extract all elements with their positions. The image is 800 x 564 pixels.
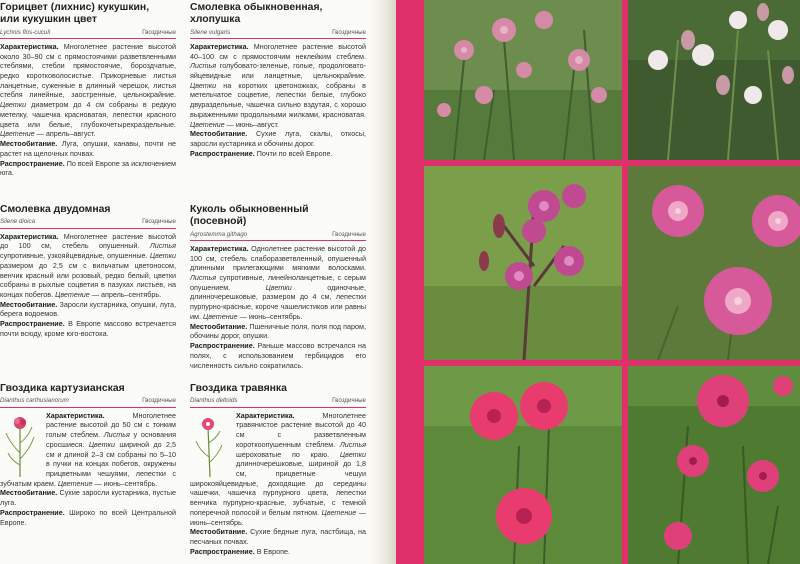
latin-name: Agrostemma githago	[190, 230, 248, 238]
characteristic-label: Характеристика.	[190, 41, 249, 51]
leaves-label: Листья	[190, 273, 217, 283]
habitat-text: Сухие бедные луга, пастбища, на песчаных почвах.	[190, 527, 367, 546]
bloom-label: Цветение	[202, 311, 238, 321]
characteristic-label: Характеристика.	[190, 243, 249, 253]
species-entry-dianthus-deltoides	[190, 383, 366, 556]
right-page	[396, 0, 800, 564]
species-title-line: или кукушкин цвет	[0, 14, 98, 26]
latin-name: Silene vulgaris	[190, 28, 231, 36]
latin-family-row	[190, 231, 366, 241]
species-entry-dianthus-carthusianorum	[0, 383, 176, 527]
carnation-sketch-icon	[0, 413, 40, 477]
flowers-text: длинночерешковые, шириной до 1,8 см, прицветные чешуи широкояйцевидные, доходящие до середины чашечки, чашечка пурпурного цвета, лепестки венчика пурпурно-красные, зубчатые, с темной поперечной полосой и белым пятном.	[190, 459, 366, 517]
family-name: Гвоздичные	[142, 397, 176, 405]
characteristic-text: Однолетнее растение высотой до 100 см, стебель слаборазветвленный, опушенный длинными прилегающими мягкими волосками.	[190, 243, 367, 273]
bloom-text: — апрель–август.	[36, 129, 96, 139]
habitat-text: Заросли кустарника, опушки, луга, берега водоемов.	[0, 299, 176, 319]
range-label: Распространение.	[190, 546, 255, 556]
species-title-line: хлопушка	[190, 14, 241, 26]
bloom-text: — июнь–сентябрь.	[190, 507, 366, 527]
flowers-label: Цветки	[190, 80, 217, 90]
characteristic-label: Характеристика.	[46, 410, 105, 420]
species-title-line: Куколь обыкновенный (посевной)	[190, 204, 309, 228]
characteristic-text: Многолетнее растение высотой до 100 см, стебель опушенный.	[0, 231, 176, 251]
flowers-text: размером до 2,5 см с вильчатым цветоносом, венчик красный или розовый, редко белый, цветки собраны в рыхлые соцветия в пазухах листьев, на концах побегов.	[0, 260, 176, 299]
species-title	[190, 2, 366, 27]
latin-family-row	[0, 218, 176, 228]
range-label: Распространение.	[0, 507, 65, 517]
latin-name: Dianthus deltoids	[190, 397, 238, 405]
species-entry-silene-vulgaris	[190, 2, 366, 159]
flowers-label: Цветки	[339, 449, 366, 459]
leaves-text: супротивные, узкояйцевидные, опушенные.	[0, 251, 148, 261]
latin-family-row	[190, 29, 366, 39]
species-description	[190, 244, 366, 370]
species-title	[190, 383, 366, 395]
species-title	[0, 383, 176, 395]
flowers-text: на коротких цветоножках, собраны в метельчатое соцветие, лепестки белые, глубоко двураздельные, чашечка сильно вздутая, с хорошо выраженными продольными жилками, красноватая.	[190, 80, 367, 119]
species-title-line: Гвоздика травянка	[190, 383, 287, 394]
habitat-label: Местообитание.	[190, 321, 248, 331]
leaves-text: у основания сросшиеся.	[46, 430, 177, 449]
bloom-label: Цветение	[0, 129, 35, 139]
latin-family-row	[190, 397, 366, 407]
photo-red-campion	[424, 166, 622, 360]
bloom-text: — июнь–сентябрь.	[239, 311, 303, 321]
range-text: В Европе.	[256, 546, 291, 556]
species-description	[0, 411, 176, 528]
range-label: Распространение.	[190, 148, 255, 158]
flowers-label: Цветки	[265, 282, 292, 292]
habitat-label: Местообитание.	[190, 129, 248, 139]
characteristic-text: Многолетнее растение высотой 40–100 см с прямостоячим неклейким стеблем.	[190, 41, 366, 61]
habitat-label: Местообитание.	[0, 299, 58, 309]
bloom-label: Цветение	[57, 478, 93, 488]
range-text: Раньше массово встречался на полях, с использованием гербицидов его численность сильно сократилась.	[190, 341, 366, 370]
characteristic-text: Многолетнее растение высотой до 50 см с тонким голым стеблем.	[46, 410, 176, 440]
species-title	[0, 2, 176, 27]
photo-ragged-robin	[424, 0, 622, 160]
latin-family-row	[0, 29, 176, 39]
range-text: Почти по всей Европе.	[256, 148, 333, 158]
flowers-text: диаметром до 4 см собраны в редкую метелку, чашечка красноватая, лепестки красного цвета или белые, глубокочетырехраздельные.	[0, 100, 176, 129]
family-name: Гвоздичные	[332, 397, 366, 405]
leaves-label: Листья	[339, 439, 366, 449]
characteristic-text: Многолетнее травянистое растение высотой до 40 см с разветвленным короткоопушенным стеблем.	[236, 410, 366, 449]
species-entry-lychnis	[0, 2, 176, 178]
flowers-label: Цветки	[88, 439, 115, 449]
photo-corncockle	[628, 166, 800, 360]
flowers-label: Цветки	[0, 100, 27, 110]
family-name: Гвоздичные	[332, 230, 366, 238]
species-title-line: Смолевка двудомная	[0, 204, 111, 215]
habitat-text: Сухие заросли кустарника, пустые луга.	[0, 488, 177, 508]
habitat-label: Местообитание.	[0, 488, 58, 498]
bloom-text: — июнь–сентябрь.	[94, 478, 158, 488]
latin-name: Lychnis flos-cuculi	[0, 28, 51, 36]
photo-bladder-campion	[628, 0, 800, 160]
characteristic-text: Многолетнее растение высотой около 30–90 см с прямостоячими разветвленными стеблями, стебли прямостоячие, бороздчатые, редко коротковолосистые. Прикорневые листья ланцетные, суженные в длинный черешок, листья стебля линейные, заостренные, цельнокрайние.	[0, 41, 176, 100]
photo-carthusian-pink	[424, 366, 622, 564]
range-label: Распространение.	[190, 341, 255, 351]
maiden-pink-sketch-icon	[190, 413, 230, 477]
species-description	[190, 411, 366, 557]
characteristic-label: Характеристика.	[0, 41, 59, 51]
latin-name: Silene dioica	[0, 218, 36, 226]
photo-maiden-pink	[628, 366, 800, 564]
family-name: Гвоздичные	[142, 218, 176, 226]
flowers-text: шириной до 2,5 см и длиной 2–3 см собраны по 5–10 в пучки на концах побегов, окружены прицветными чешуями, лепестки с зубчатым краем.	[0, 439, 177, 488]
flowers-label: Цветки	[149, 251, 176, 261]
leaves-text: голубовато-зеленые, голые, продолговато-яйцевидные или ланцетные, цельнокрайние.	[190, 61, 366, 81]
bloom-label: Цветение	[190, 119, 225, 129]
species-entry-agrostemma	[190, 204, 366, 370]
range-label: Распространение.	[0, 319, 65, 329]
habitat-text: Луга, опушки, канавы, почти не растет на щелочных почвах.	[0, 139, 177, 158]
species-title-line: Горицвет (лихнис) кукушкин,	[0, 2, 150, 13]
family-name: Гвоздичные	[332, 28, 366, 36]
species-description	[0, 232, 176, 339]
leaves-label: Листья	[190, 61, 217, 71]
left-page	[0, 0, 396, 564]
species-description	[190, 42, 366, 159]
range-text: В Европе массово встречается почти всюду, кроме юго-востока.	[0, 319, 177, 338]
latin-family-row	[0, 397, 176, 407]
latin-name: Dianthus carthusianorum	[0, 397, 69, 405]
characteristic-label: Характеристика.	[236, 410, 295, 420]
family-name: Гвоздичные	[142, 28, 176, 36]
range-label: Распространение.	[0, 158, 65, 168]
leaves-label: Листья	[103, 430, 130, 440]
leaves-label: Листья	[149, 241, 176, 251]
species-title	[0, 204, 176, 216]
species-title-line: Смолевка обыкновенная,	[190, 2, 323, 13]
bloom-label: Цветение	[55, 289, 90, 299]
characteristic-label: Характеристика.	[0, 231, 59, 241]
species-title	[190, 204, 366, 229]
range-text: Широко по всей Центральной Европе.	[0, 507, 176, 527]
species-title-line: Гвоздика картузианская	[0, 383, 125, 394]
habitat-text: Пшеничные поля, поля под паром, обочины дорог, опушки.	[190, 321, 366, 341]
habitat-label: Местообитание.	[190, 527, 248, 537]
flowers-text: одиночные, длинночерешковые, размером до 4 см, лепестки пурпурно-красные, короче чашелистиков или равны им.	[190, 282, 366, 321]
range-text: По всей Европе за исключением юга.	[0, 158, 176, 178]
habitat-label: Местообитание.	[0, 139, 58, 149]
bloom-label: Цветение	[321, 507, 357, 517]
bloom-text: — июнь–август.	[226, 119, 280, 129]
species-description	[0, 42, 176, 178]
leaves-text: супротивные, линейноланцетные, с серым опушением.	[190, 273, 367, 292]
species-entry-silene-dioica	[0, 204, 176, 339]
book-gutter	[370, 0, 396, 564]
leaves-text: шероховатые по краю.	[236, 449, 330, 459]
habitat-text: Сухие луга, скалы, откосы, заросли кустарника и обочины дорог.	[190, 129, 366, 149]
bloom-text: — апрель–сентябрь.	[91, 289, 162, 299]
